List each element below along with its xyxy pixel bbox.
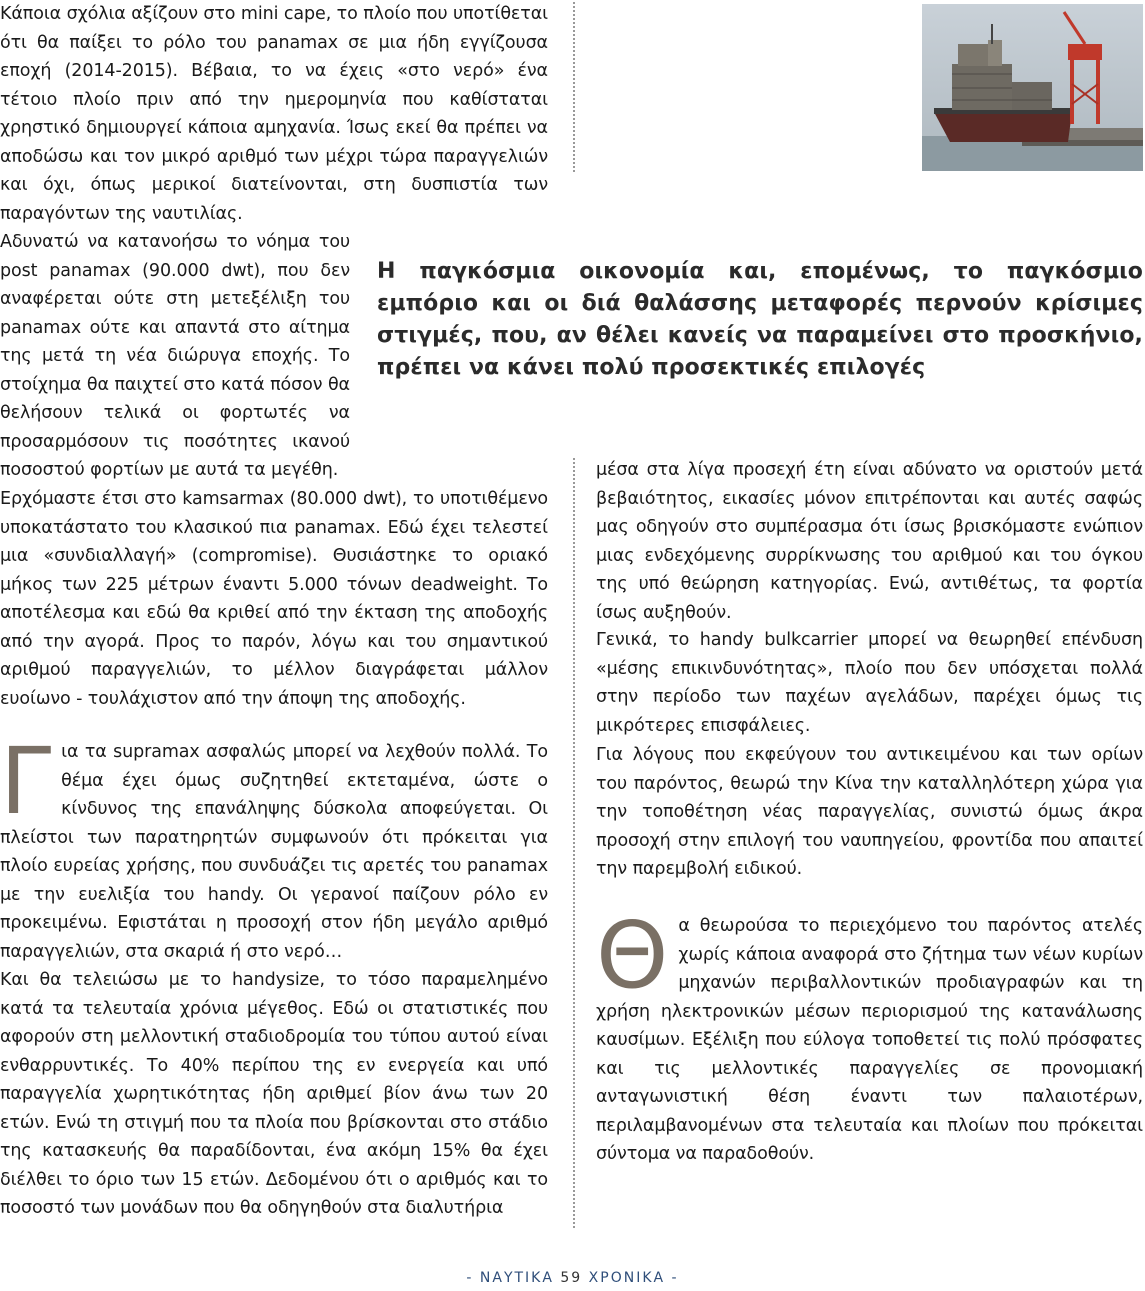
- dropcap-gamma: Γ: [0, 728, 52, 835]
- left-paragraph-1: Κάποια σχόλια αξίζουν στο mini cape, το πλοίο που υποτίθεται ότι θα παίξει το ρόλο του panamax σε μια ήδη εγγίζουσα εποχή (2014-2015). Βέβαια, το να έχεις «στο νερό» ένα τέτοιο πλοίο πριν από την ημερομηνία που καθίσταται χρηστικό δημιουργεί κάποια αμηχανία. Ίσως εκεί θα πρέπει να αποδώσω και τον μικρό αριθμό των μέχρι τώρα παραγγελιών και όχι, όπως μερικοί διατείνονται, στη δυσπιστία των παραγόντων της ναυτιλίας.: [0, 4, 548, 224]
- column-separator-top: [573, 2, 575, 172]
- dropcap-theta: Θ: [596, 902, 669, 1009]
- ship-photo: [922, 4, 1143, 171]
- left-paragraph-2: Αδυνατώ να κατανοήσω το νόημα του post panamax (90.000 dwt), που δεν αναφέρεται ούτε στη μετεξέλιξη του panamax ούτε και απαντά στο αίτημα της μετά τη νέα διώρυγα εποχής. Το στοίχημα θα παιχτεί στο κατά πόσον θα θελήσουν τελικά οι φορτωτές να προσαρμόσουν τις ποσότητες ικανού ποσοστού φορτίων με αυτά τα μεγέθη.: [0, 232, 350, 480]
- left-paragraph-5: Και θα τελειώσω με το handysize, το τόσο παραμελημένο κατά τα τελευταία χρόνια μέγεθος. Εδώ οι στατιστικές που αφορούν στη μελλοντική σταδιοδρομία του τύπου αυτού είναι ενθαρρυντικές. Το 40% περίπου της εν ενεργεία και υπό παραγγελία χωρητικότητας ήδη αριθμεί βίον άνω των 20 ετών. Ενώ τη στιγμή που τα πλοία που βρίσκονται στο στάδιο της κατασκευής θα παραδίδονται, ένα ακόμη 15% θα έχει διέλθει το όριο των 15 ετών. Δεδομένου ότι ο αριθμός και το ποσοστό των μονάδων που θα οδηγηθούν στα διαλυτήρια: [0, 970, 548, 1218]
- pull-quote: Η παγκόσμια οικονομία και, επομένως, το παγκόσμιο εμπόριο και οι διά θαλάσσης μεταφορές περνούν κρίσιμες στιγμές, που, αν θέλει κανείς να παραμείνει στο προσκήνιο, πρέπει να κάνει πολύ προσεκτικές επιλογές: [377, 259, 1143, 380]
- page-number: 59: [560, 1270, 583, 1286]
- right-paragraph-2: Γενικά, το handy bulkcarrier μπορεί να θεωρηθεί επένδυση «μέσης επικινδυνότητας», πλοίο που δεν υπόσχεται πολλά στην περίοδο των παχέων αγελάδων, παρέχει όμως τις μικρότερες επισφάλειες.: [596, 630, 1143, 736]
- right-paragraph-1: μέσα στα λίγα προσεχή έτη είναι αδύνατο να οριστούν μετά βεβαιότητος, εικασίες μόνον επιτρέπονται και αυτές σαφώς μας οδηγούν στο συμπέρασμα ότι ίσως βρισκόμαστε ενώπιον μιας ενδεχόμενης συρρίκνωσης του αριθμού και του όγκου της υπό θεώρηση κατηγορίας. Ενώ, αντιθέτως, τα φορτία ίσως αυξηθούν.: [596, 460, 1143, 623]
- left-paragraph-4: [0, 728, 548, 966]
- right-paragraph-4: [596, 902, 1143, 1169]
- right-paragraph-3: Για λόγους που εκφεύγουν του αντικειμένου και των ορίων του παρόντος, θεωρώ την Κίνα την καταλληλότερη χώρα για την τοποθέτηση νέας παραγγελίας, συνιστώ όμως άκρα προσοχή στην επιλογή του ναυπηγείου, φροντίδα που απαιτεί την παρεμβολή ειδικού.: [596, 745, 1143, 879]
- left-paragraph-3: Ερχόμαστε έτσι στο kamsarmax (80.000 dwt), το υποτιθέμενο υποκατάστατο του κλασικού πια panamax. Εδώ έχει τελεστεί μια «συνδιαλλαγή» (compromise). Θυσιάστηκε το οριακό μήκος των 225 μέτρων έναντι 5.000 τόνων deadweight. Το αποτέλεσμα και εδώ θα κριθεί από την έκταση της αποδοχής από την αγορά. Προς το παρόν, λόγω και του σημαντικού αριθμού παραγγελιών, το μέλλον διαγράφεται μάλλον ευοίωνο - τουλάχιστον από την άποψη της αποδοχής.: [0, 489, 548, 709]
- footer-right-text: ΧΡΟΝΙΚΑ -: [588, 1270, 679, 1286]
- right-paragraph-4-text: α θεωρούσα το περιεχόμενο του παρόντος ατελές χωρίς κάποια αναφορά στο ζήτημα των νέων κυρίων μηχανών περιβαλλοντικών προδιαγραφών και τη χρήση ηλεκτρονικών μέσων περιορισμού της κατανάλωσης καυσίμων. Εξέλιξη που εύλογα τοποθετεί τις πολύ πρόσφατες και τις μελλοντικές παραγγελίες σε προνομιακή ανταγωνιστική θέση έναντι των παλαιοτέρων, περιλαμβανομένων στα τελευταία και πλοίων που πρόκειται σύντομα να παραδοθούν.: [596, 916, 1143, 1164]
- column-separator-bottom: [573, 458, 575, 1228]
- footer-left-text: - ΝΑΥΤΙΚΑ: [466, 1270, 554, 1286]
- page-footer: [0, 1270, 1145, 1286]
- left-paragraph-4-text: ια τα supramax ασφαλώς μπορεί να λεχθούν πολλά. Το θέμα έχει όμως συζητηθεί εκτεταμένα, ώστε ο κίνδυνος της επανάληψης δύσκολα αποφεύγεται. Οι πλείστοι των παρατηρητών συμφωνούν ότι πρόκειται για πλοίο ευρείας χρήσης, που συνδυάζει τις αρετές του panamax με την ευελιξία του handy. Οι γερανοί παίζουν ρόλο εν προκειμένω. Εφιστάται η προσοχή στον ήδη μεγάλο αριθμό παραγγελιών, στα σκαριά ή στο νερό…: [0, 742, 548, 962]
